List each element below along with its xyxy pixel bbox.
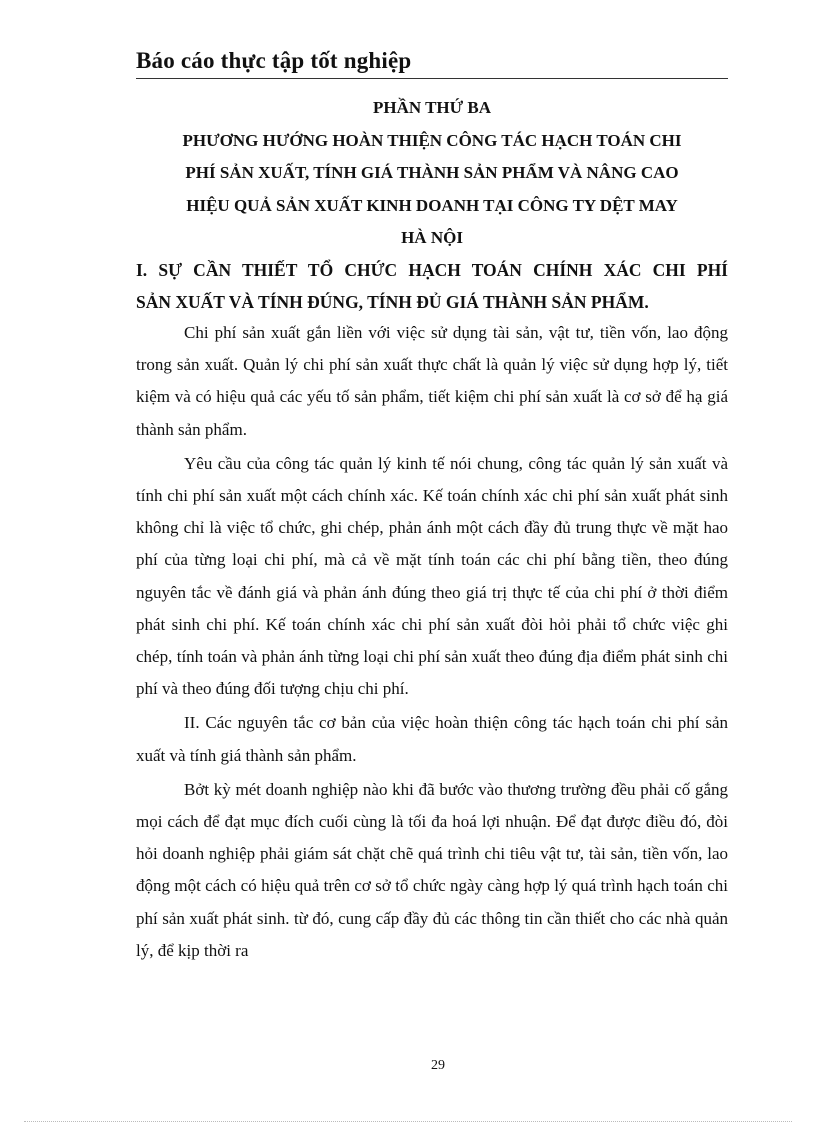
paragraph: II. Các nguyên tắc cơ bản của việc hoàn thiện công tác hạch toán chi phí sản xuất và tính giá thành sản phẩm. bbox=[136, 713, 728, 765]
paragraph: Chi phí sản xuất gắn liền với việc sử dụng tài sản, vật tư, tiền vốn, lao động trong sản xuất. Quản lý chi phí sản xuất thực chất là quản lý việc sử dụng hợp lý, tiết kiệm và có hiệu quả các yếu tố sản phẩm, tiết kiệm chi phí sản xuất là cơ sở để hạ giá thành sản phẩm. bbox=[136, 323, 728, 439]
part-title-line: PHƯƠNG HƯỚNG HOÀN THIỆN CÔNG TÁC HẠCH TOÁN CHI bbox=[182, 130, 682, 150]
part-title-line: HÀ NỘI bbox=[401, 228, 463, 247]
page-number: 29 bbox=[431, 1058, 445, 1073]
section-heading bbox=[136, 255, 728, 318]
part-title-line: HIỆU QUẢ SẢN XUẤT KINH DOANH TẠI CÔNG TY DỆT MAY bbox=[186, 195, 678, 215]
part-title-block bbox=[136, 92, 728, 255]
part-label: PHẦN THỨ BA bbox=[372, 98, 492, 117]
part-title-line: PHÍ SẢN XUẤT, TÍNH GIÁ THÀNH SẢN PHẨM VÀ NÂNG CAO bbox=[185, 163, 679, 182]
page-bottom-divider bbox=[24, 1121, 792, 1122]
paragraph: Bởt kỳ mét doanh nghiệp nào khi đã bước vào thương trường đều phải cố gắng mọi cách để đạt mục đích cuối cùng là tối đa hoá lợi nhuận. Để đạt được điều đó, đòi hỏi doanh nghiệp phải giám sát chặt chẽ quá trình chi tiêu vật tư, tài sản, tiền vốn, lao động một cách có hiệu quả trên cơ sở tổ chức ngày càng hợp lý quá trình hạch toán chi phí sản xuất phát sinh. từ đó, cung cấp đầy đủ các thông tin cần thiết cho các nhà quản lý, để kịp thời ra bbox=[136, 779, 728, 960]
page-header bbox=[136, 48, 728, 79]
paragraph: Yêu cầu của công tác quản lý kinh tế nói chung, công tác quản lý sản xuất và tính chi phí sản xuất một cách chính xác. Kế toán chính xác chi phí sản xuất phát sinh không chỉ là việc tổ chức, ghi chép, phản ánh một cách đầy đủ trung thực về mặt hao phí của từng loại chi phí, mà cả về mặt tính toán các chi phí bằng tiền, theo đúng nguyên tắc về đánh giá và phản ánh đúng theo giá trị thực tế của chi phí ở thời điểm phát sinh chi phí. Kế toán chính xác chi phí sản xuất đòi hỏi phải tổ chức việc ghi chép, tính toán và phản ánh từng loại chi phí sản xuất theo đúng địa điểm phát sinh chi phí và theo đúng đối tượng chịu chi phí. bbox=[136, 453, 728, 699]
section-heading-line: I. SỰ CẦN THIẾT TỔ CHỨC HẠCH TOÁN CHÍNH XÁC CHI PHÍ bbox=[136, 260, 728, 280]
header-title: Báo cáo thực tập tốt nghiệp bbox=[136, 48, 412, 73]
body-text bbox=[136, 317, 728, 967]
section-heading-line: SẢN XUẤT VÀ TÍNH ĐÚNG, TÍNH ĐỦ GIÁ THÀNH SẢN PHẨM. bbox=[136, 291, 649, 312]
